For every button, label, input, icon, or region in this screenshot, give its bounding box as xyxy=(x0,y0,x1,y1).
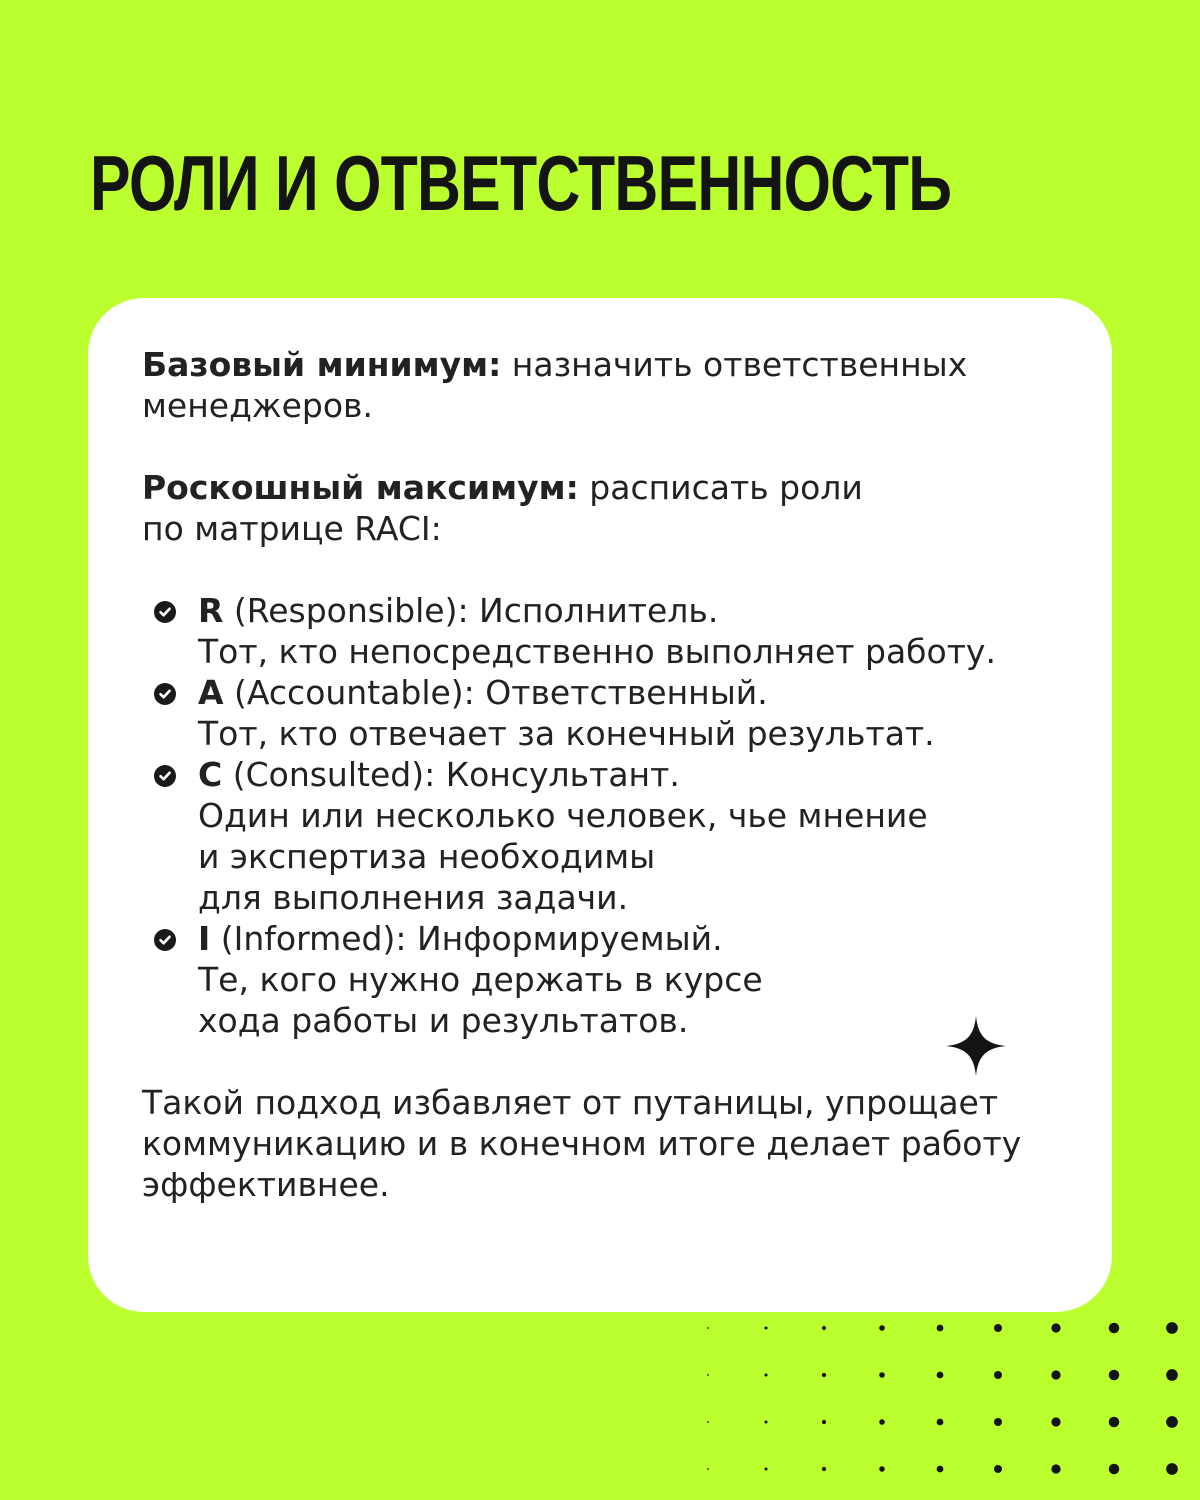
pattern-dot xyxy=(822,1420,826,1424)
raci-item-r xyxy=(142,590,1072,672)
luxury-maximum-text-line1: расписать роли xyxy=(589,468,863,507)
base-minimum-label: Базовый минимум: xyxy=(142,345,502,384)
closing-text: Такой подход избавляет от путаницы, упрощает коммуникацию и в конечном итоге делает работу эффективнее. xyxy=(142,1083,1022,1204)
raci-desc: Тот, кто отвечает за конечный результат. xyxy=(198,714,935,753)
pattern-dot xyxy=(822,1467,826,1471)
pattern-dot xyxy=(1051,1323,1060,1332)
pattern-dot xyxy=(707,1421,709,1423)
raci-role: (Responsible): Исполнитель. xyxy=(233,591,719,630)
raci-desc: Тот, кто непосредственно выполняет работу. xyxy=(198,632,996,671)
pattern-dot xyxy=(879,1466,885,1472)
pattern-dot xyxy=(937,1325,944,1332)
raci-desc-line1: Те, кого нужно держать в курсе xyxy=(198,960,763,999)
raci-role: (Informed): Информируемый. xyxy=(220,919,723,958)
pattern-dot xyxy=(1109,1417,1119,1427)
pattern-dot xyxy=(879,1325,885,1331)
raci-desc-line2: и экспертиза необходимы xyxy=(198,837,656,876)
pattern-dot xyxy=(1166,1416,1178,1428)
page-title: РОЛИ И ОТВЕТСТВЕННОСТЬ xyxy=(90,139,952,227)
pattern-dot xyxy=(822,1326,826,1330)
sparkle-icon xyxy=(946,1016,1006,1076)
pattern-dot xyxy=(1166,1322,1178,1334)
pattern-dot xyxy=(937,1372,944,1379)
raci-letter: C xyxy=(198,755,223,794)
pattern-dot xyxy=(879,1419,885,1425)
pattern-dot xyxy=(994,1324,1002,1332)
raci-letter: A xyxy=(198,673,224,712)
pattern-dot xyxy=(764,1467,767,1470)
pattern-dot xyxy=(764,1420,767,1423)
pattern-dot xyxy=(764,1326,767,1329)
pattern-dot xyxy=(1166,1463,1178,1475)
pattern-dot xyxy=(1051,1464,1060,1473)
card-text xyxy=(142,344,1072,1205)
luxury-maximum xyxy=(142,467,1072,549)
pattern-dot xyxy=(822,1373,826,1377)
base-minimum xyxy=(142,344,1072,426)
luxury-maximum-text-line2: по матрице RACI: xyxy=(142,509,442,548)
raci-list xyxy=(142,590,1072,1041)
pattern-dot xyxy=(994,1465,1002,1473)
pattern-dot xyxy=(1166,1369,1178,1381)
check-circle-icon xyxy=(154,765,176,787)
raci-item-c xyxy=(142,754,1072,918)
dot-pattern xyxy=(700,1318,1200,1500)
check-circle-icon xyxy=(154,683,176,705)
pattern-dot xyxy=(994,1418,1002,1426)
pattern-dot xyxy=(937,1466,944,1473)
raci-desc-line1: Один или несколько человек, чье мнение xyxy=(198,796,928,835)
check-circle-icon xyxy=(154,929,176,951)
raci-letter: R xyxy=(198,591,224,630)
luxury-maximum-label: Роскошный максимум: xyxy=(142,468,579,507)
pattern-dot xyxy=(1051,1417,1060,1426)
pattern-dot xyxy=(1109,1370,1119,1380)
pattern-dot xyxy=(1051,1370,1060,1379)
raci-role: (Accountable): Ответственный. xyxy=(234,673,768,712)
base-minimum-text: назначить ответственных менеджеров. xyxy=(142,345,968,425)
pattern-dot xyxy=(994,1371,1002,1379)
pattern-dot xyxy=(879,1372,885,1378)
raci-desc-line3: для выполнения задачи. xyxy=(198,878,629,917)
content-card xyxy=(88,298,1112,1312)
pattern-dot xyxy=(707,1327,709,1329)
pattern-dot xyxy=(1109,1323,1119,1333)
raci-desc-line2: хода работы и результатов. xyxy=(198,1001,689,1040)
raci-item-i xyxy=(142,918,1072,1041)
raci-letter: I xyxy=(198,919,211,958)
pattern-dot xyxy=(764,1373,767,1376)
check-circle-icon xyxy=(154,601,176,623)
raci-item-a xyxy=(142,672,1072,754)
pattern-dot xyxy=(707,1374,709,1376)
pattern-dot xyxy=(937,1419,944,1426)
pattern-dot xyxy=(707,1468,709,1470)
pattern-dot xyxy=(1109,1464,1119,1474)
raci-role: (Consulted): Консультант. xyxy=(232,755,680,794)
